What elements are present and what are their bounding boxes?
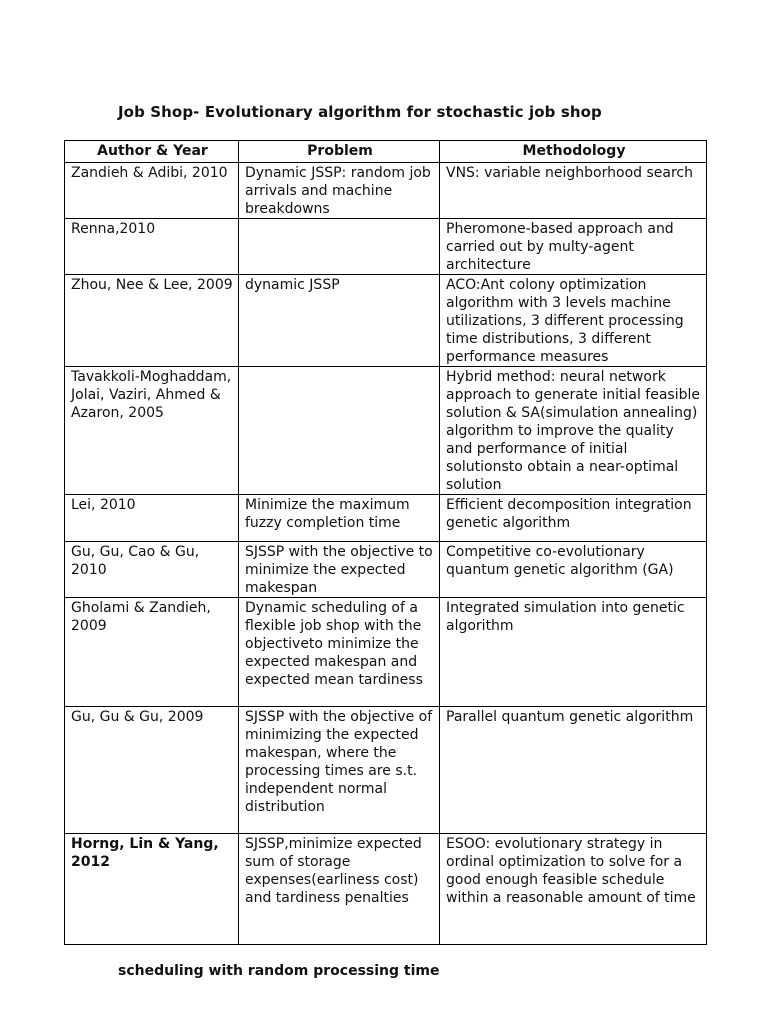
table-row [65,495,707,542]
problem-cell: Dynamic scheduling of a flexible job shop with the objectiveto minimize the expected makespan and expected mean tardiness [239,598,440,707]
methodology-cell: Efficient decomposition integration genetic algorithm [440,495,707,542]
table-row [65,707,707,834]
table-row [65,598,707,707]
table-row [65,163,707,219]
literature-table [64,140,707,945]
author-cell: Gholami & Zandieh, 2009 [65,598,239,707]
problem-cell: SJSSP with the objective of minimizing the expected makespan, where the processing times are s.t. independent normal distribution [239,707,440,834]
methodology-cell: Competitive co-evolutionary quantum genetic algorithm (GA) [440,542,707,598]
problem-cell: SJSSP,minimize expected sum of storage expenses(earliness cost) and tardiness penalties [239,834,440,945]
page-title: Job Shop- Evolutionary algorithm for stochastic job shop [118,103,602,121]
table-row [65,834,707,945]
author-cell: Lei, 2010 [65,495,239,542]
author-cell: Zandieh & Adibi, 2010 [65,163,239,219]
table-row [65,219,707,275]
table-row [65,542,707,598]
table-row [65,275,707,367]
problem-cell [239,367,440,495]
problem-cell: SJSSP with the objective to minimize the expected makespan [239,542,440,598]
methodology-cell: Parallel quantum genetic algorithm [440,707,707,834]
methodology-cell: Integrated simulation into genetic algorithm [440,598,707,707]
problem-cell [239,219,440,275]
problem-cell: Dynamic JSSP: random job arrivals and machine breakdowns [239,163,440,219]
methodology-cell: Hybrid method: neural network approach to generate initial feasible solution & SA(simulation annealing) algorithm to improve the quality and performance of initial solutionsto obtain a near-optimal solution [440,367,707,495]
problem-cell: dynamic JSSP [239,275,440,367]
author-cell: Tavakkoli-Moghaddam, Jolai, Vaziri, Ahmed & Azaron, 2005 [65,367,239,495]
column-header-methodology: Methodology [440,141,707,163]
column-header-problem: Problem [239,141,440,163]
author-cell: Horng, Lin & Yang, 2012 [65,834,239,945]
author-cell: Zhou, Nee & Lee, 2009 [65,275,239,367]
methodology-cell: ACO:Ant colony optimization algorithm with 3 levels machine utilizations, 3 different processing time distributions, 3 different performance measures [440,275,707,367]
methodology-cell: Pheromone-based approach and carried out by multy-agent architecture [440,219,707,275]
problem-cell: Minimize the maximum fuzzy completion time [239,495,440,542]
author-cell: Gu, Gu & Gu, 2009 [65,707,239,834]
author-cell: Renna,2010 [65,219,239,275]
table-row [65,367,707,495]
table-header-row [65,141,707,163]
author-cell: Gu, Gu, Cao & Gu, 2010 [65,542,239,598]
methodology-cell: VNS: variable neighborhood search [440,163,707,219]
section-heading: scheduling with random processing time [118,963,440,979]
column-header-author: Author & Year [65,141,239,163]
methodology-cell: ESOO: evolutionary strategy in ordinal optimization to solve for a good enough feasible schedule within a reasonable amount of time [440,834,707,945]
